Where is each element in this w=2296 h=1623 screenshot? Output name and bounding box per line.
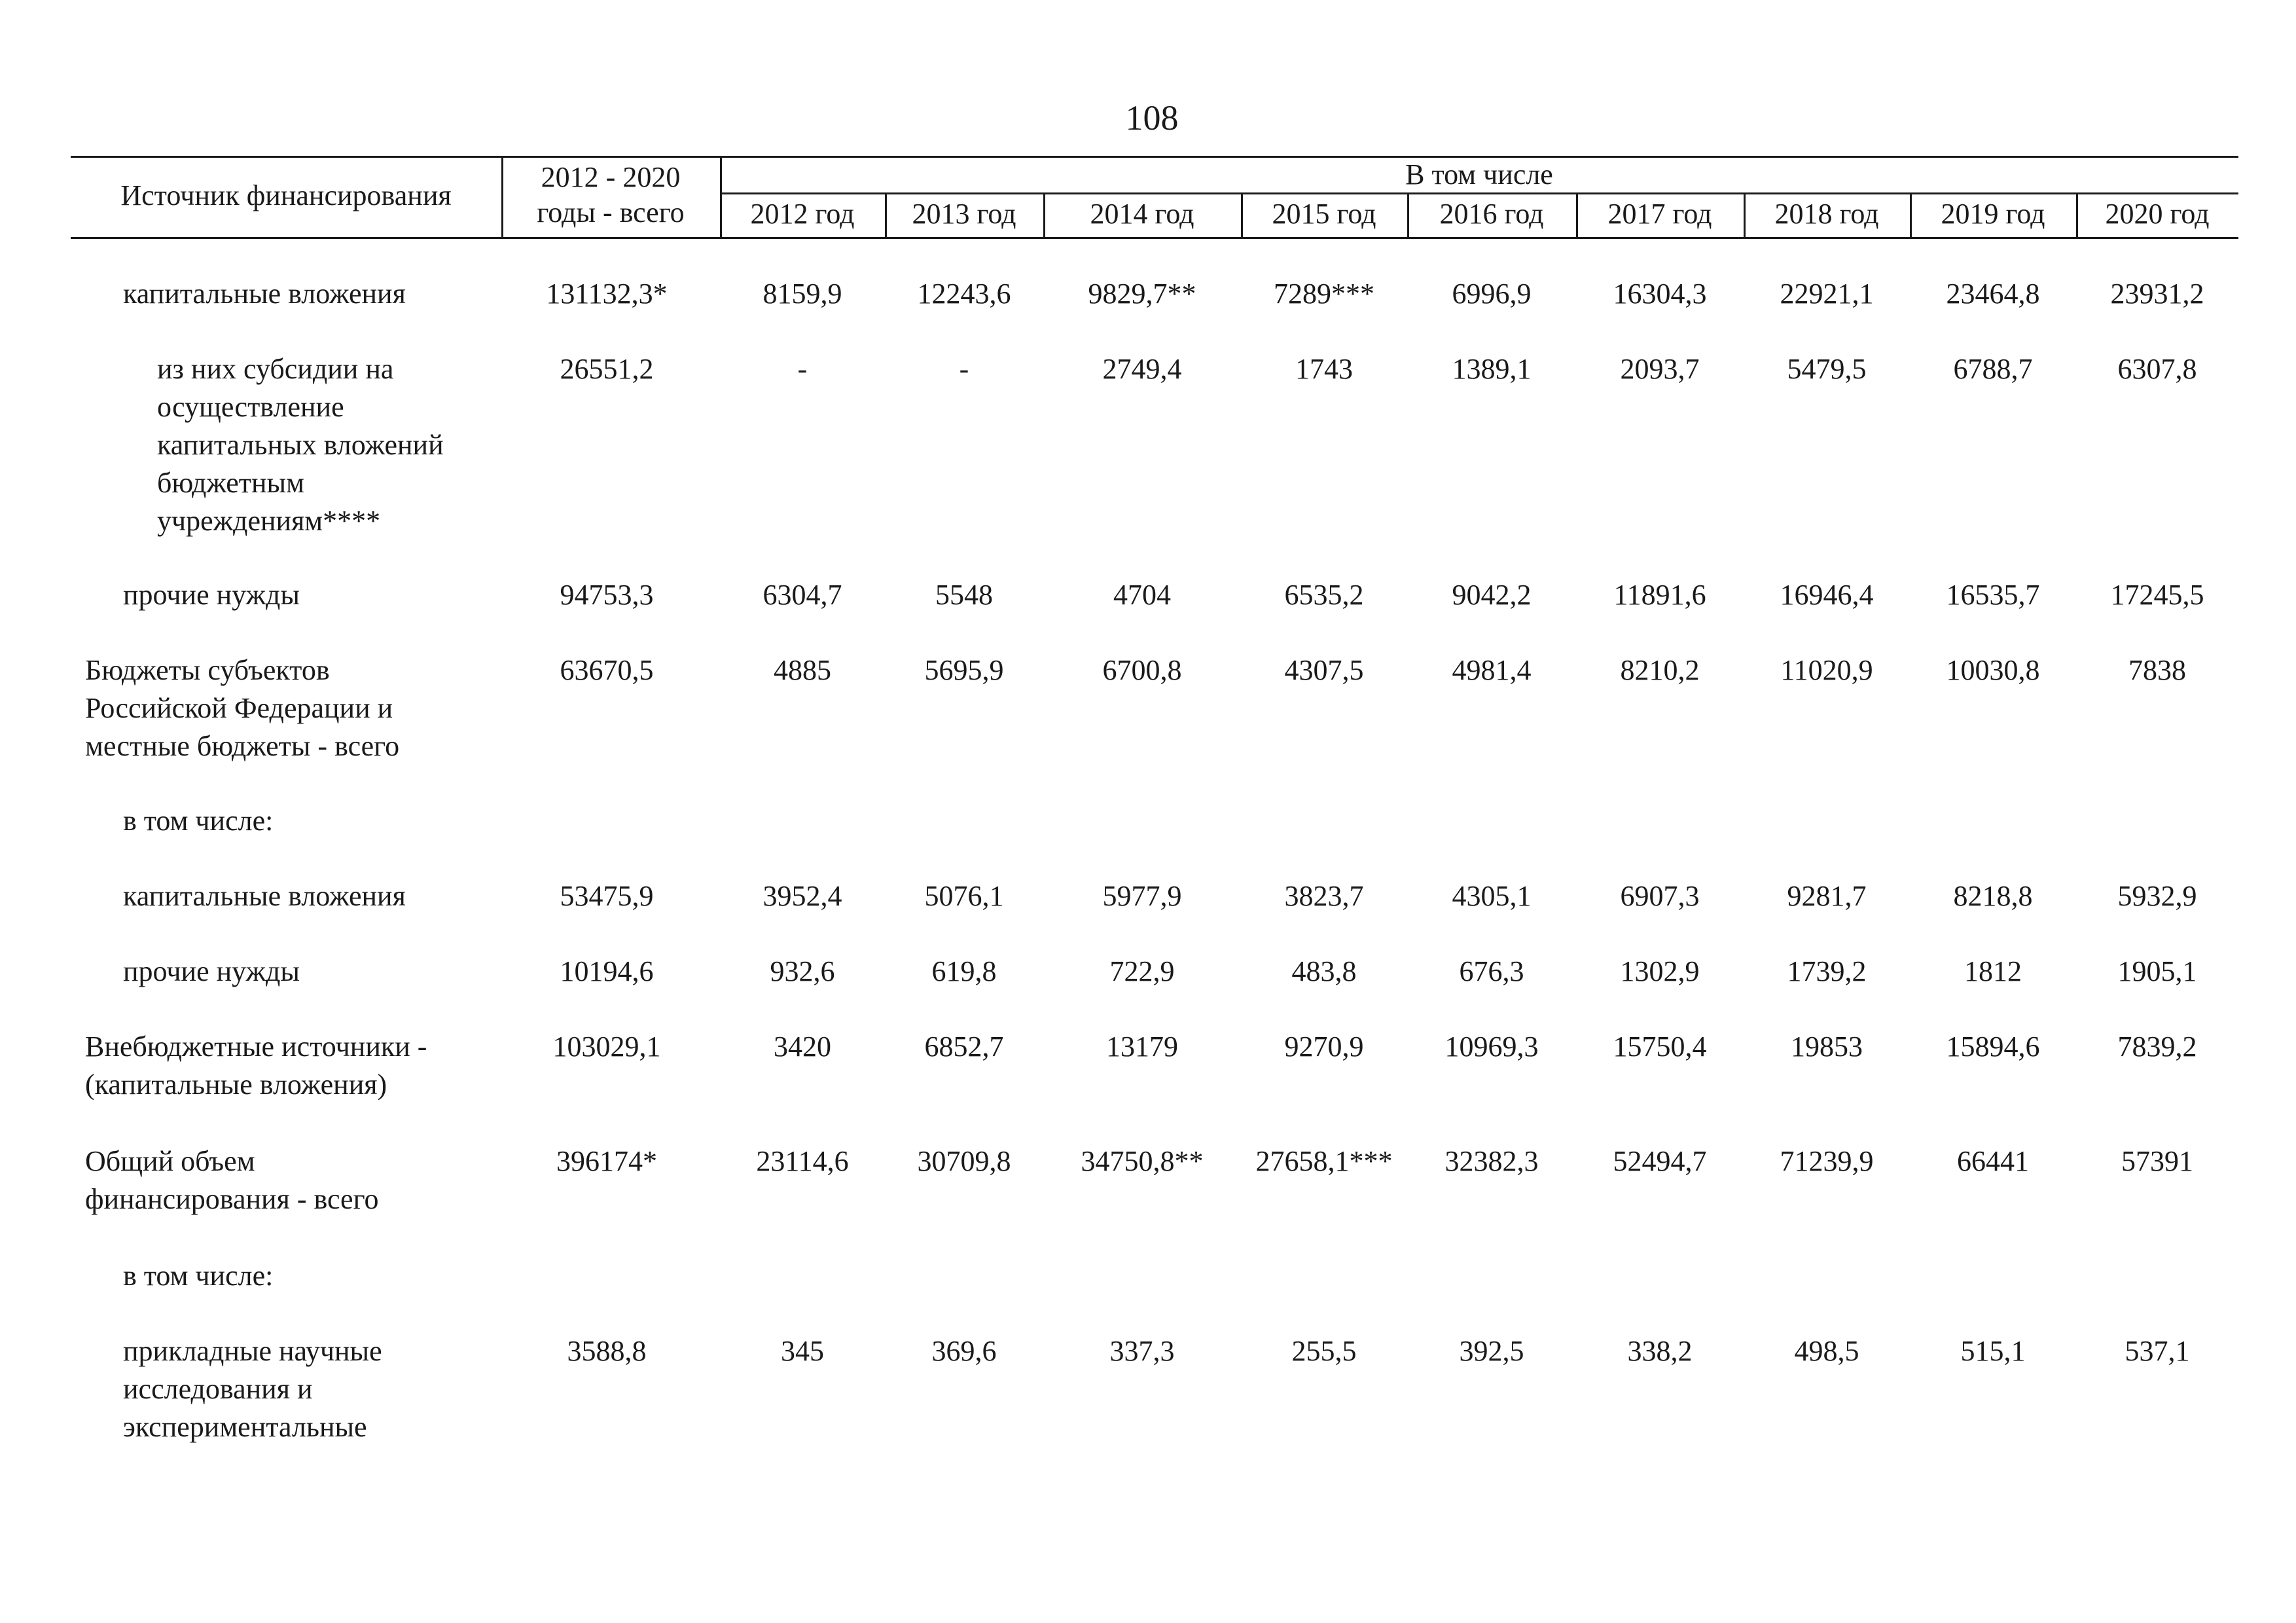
row-year-value: 1905,1 bbox=[2117, 955, 2197, 987]
row-year-value: 392,5 bbox=[1459, 1335, 1524, 1367]
row-year-value: 932,6 bbox=[770, 955, 835, 987]
row-year-value: 7839,2 bbox=[2117, 1030, 2197, 1063]
row-year-value: 22921,1 bbox=[1780, 278, 1874, 310]
row-year-value: 6304,7 bbox=[762, 579, 842, 611]
row-year-value: 9281,7 bbox=[1787, 880, 1867, 912]
row-year-value: 23464,8 bbox=[1946, 278, 2040, 310]
row-total-value: 103029,1 bbox=[552, 1030, 661, 1063]
row-label: прочие нужды bbox=[123, 955, 300, 987]
row-year-value: 5977,9 bbox=[1102, 880, 1182, 912]
row-year-value: 8210,2 bbox=[1620, 654, 1700, 686]
row-total-value: 396174* bbox=[556, 1145, 657, 1177]
row-year-value: 52494,7 bbox=[1613, 1145, 1707, 1177]
header-year: 2019 год bbox=[1941, 198, 2045, 230]
row-year-value: 23114,6 bbox=[756, 1145, 849, 1177]
header-year: 2020 год bbox=[2105, 198, 2210, 230]
row-year-value: 11891,6 bbox=[1613, 579, 1706, 611]
row-year-value: 255,5 bbox=[1291, 1335, 1357, 1367]
row-year-value: 7289*** bbox=[1274, 278, 1374, 310]
row-label: в том числе: bbox=[123, 1260, 274, 1292]
row-year-value: 9829,7** bbox=[1088, 278, 1196, 310]
row-year-value: 8218,8 bbox=[1953, 880, 2033, 912]
row-year-value: 2749,4 bbox=[1102, 353, 1182, 385]
row-year-value: 34750,8** bbox=[1081, 1145, 1204, 1177]
header-year: 2016 год bbox=[1439, 198, 1544, 230]
row-year-value: 2093,7 bbox=[1620, 353, 1700, 385]
row-year-value: 676,3 bbox=[1459, 955, 1524, 987]
row-year-value: 6996,9 bbox=[1452, 278, 1532, 310]
row-year-value: 345 bbox=[781, 1335, 824, 1367]
row-year-value: 4981,4 bbox=[1452, 654, 1532, 686]
row-total-value: 3588,8 bbox=[567, 1335, 647, 1367]
row-year-value: 6907,3 bbox=[1620, 880, 1700, 912]
row-year-value: 1389,1 bbox=[1452, 353, 1532, 385]
row-year-value: 6535,2 bbox=[1284, 579, 1364, 611]
row-year-value: 6700,8 bbox=[1102, 654, 1182, 686]
row-year-value: 9042,2 bbox=[1452, 579, 1532, 611]
row-year-value: 5076,1 bbox=[924, 880, 1004, 912]
row-year-value: 71239,9 bbox=[1780, 1145, 1874, 1177]
row-year-value: - bbox=[797, 353, 808, 385]
row-total-value: 26551,2 bbox=[560, 353, 654, 385]
row-year-value: 30709,8 bbox=[917, 1145, 1011, 1177]
row-year-value: 5548 bbox=[935, 579, 993, 611]
row-year-value: 16535,7 bbox=[1946, 579, 2040, 611]
row-year-value: 5479,5 bbox=[1787, 353, 1867, 385]
row-year-value: 66441 bbox=[1957, 1145, 2029, 1177]
row-year-value: 7838 bbox=[2128, 654, 2186, 686]
header-group-label: В том числе bbox=[1405, 158, 1553, 191]
header-year: 2015 год bbox=[1272, 198, 1376, 230]
row-year-value: 337,3 bbox=[1109, 1335, 1175, 1367]
row-year-value: 619,8 bbox=[931, 955, 997, 987]
row-label: в том числе: bbox=[123, 805, 274, 837]
row-label: прикладные научные исследования и экспериментальные bbox=[123, 1335, 382, 1443]
row-year-value: 16946,4 bbox=[1780, 579, 1874, 611]
header-year: 2012 год bbox=[750, 198, 855, 230]
row-year-value: 3420 bbox=[774, 1030, 831, 1063]
row-year-value: 6788,7 bbox=[1953, 353, 2033, 385]
row-total-value: 10194,6 bbox=[560, 955, 654, 987]
row-year-value: 23931,2 bbox=[2110, 278, 2204, 310]
row-total-value: 53475,9 bbox=[560, 880, 654, 912]
row-year-value: 3823,7 bbox=[1284, 880, 1364, 912]
row-year-value: 5932,9 bbox=[2117, 880, 2197, 912]
row-year-value: 498,5 bbox=[1794, 1335, 1859, 1367]
row-year-value: 369,6 bbox=[931, 1335, 997, 1367]
row-year-value: 1302,9 bbox=[1620, 955, 1700, 987]
row-year-value: 6852,7 bbox=[924, 1030, 1004, 1063]
row-year-value: 4704 bbox=[1113, 579, 1171, 611]
row-year-value: 32382,3 bbox=[1444, 1145, 1539, 1177]
header-total-label: 2012 - 2020 годы - всего bbox=[537, 161, 685, 228]
row-year-value: 9270,9 bbox=[1284, 1030, 1364, 1063]
row-year-value: 10030,8 bbox=[1946, 654, 2040, 686]
row-year-value: 57391 bbox=[2121, 1145, 2193, 1177]
row-year-value: 15750,4 bbox=[1613, 1030, 1707, 1063]
row-year-value: 1739,2 bbox=[1787, 955, 1867, 987]
row-year-value: 338,2 bbox=[1627, 1335, 1693, 1367]
row-year-value: 5695,9 bbox=[924, 654, 1004, 686]
header-year: 2017 год bbox=[1607, 198, 1712, 230]
row-year-value: 11020,9 bbox=[1780, 654, 1873, 686]
row-label: прочие нужды bbox=[123, 579, 300, 611]
row-year-value: 4305,1 bbox=[1452, 880, 1532, 912]
row-year-value: - bbox=[959, 353, 969, 385]
page-number: 108 bbox=[1125, 98, 1179, 137]
row-label: из них субсидии на осуществление капитальных вложений бюджетным учреждениям**** bbox=[157, 353, 444, 537]
row-year-value: 15894,6 bbox=[1946, 1030, 2040, 1063]
row-year-value: 1743 bbox=[1295, 353, 1353, 385]
row-year-value: 722,9 bbox=[1109, 955, 1175, 987]
row-year-value: 6307,8 bbox=[2117, 353, 2197, 385]
header-source-label: Источник финансирования bbox=[120, 179, 452, 211]
row-year-value: 515,1 bbox=[1960, 1335, 2026, 1367]
row-label: Бюджеты субъектов Российской Федерации и местные бюджеты - всего bbox=[85, 654, 400, 762]
row-label: Общий объем финансирования - всего bbox=[85, 1145, 379, 1215]
row-year-value: 4307,5 bbox=[1284, 654, 1364, 686]
row-year-value: 12243,6 bbox=[917, 278, 1011, 310]
row-label: капитальные вложения bbox=[123, 278, 406, 310]
row-label: капитальные вложения bbox=[123, 880, 406, 912]
row-year-value: 27658,1*** bbox=[1255, 1145, 1393, 1177]
row-year-value: 8159,9 bbox=[762, 278, 842, 310]
row-year-value: 483,8 bbox=[1291, 955, 1357, 987]
row-year-value: 19853 bbox=[1791, 1030, 1863, 1063]
row-year-value: 16304,3 bbox=[1613, 278, 1707, 310]
row-year-value: 4885 bbox=[774, 654, 831, 686]
row-total-value: 94753,3 bbox=[560, 579, 654, 611]
header-year: 2013 год bbox=[912, 198, 1016, 230]
row-year-value: 537,1 bbox=[2125, 1335, 2190, 1367]
row-year-value: 3952,4 bbox=[762, 880, 842, 912]
row-label: Внебюджетные источники - (капитальные вложения) bbox=[85, 1030, 427, 1101]
row-year-value: 13179 bbox=[1106, 1030, 1178, 1063]
row-year-value: 10969,3 bbox=[1444, 1030, 1539, 1063]
row-year-value: 1812 bbox=[1964, 955, 2022, 987]
row-year-value: 17245,5 bbox=[2110, 579, 2204, 611]
row-total-value: 63670,5 bbox=[560, 654, 654, 686]
header-year: 2014 год bbox=[1090, 198, 1194, 230]
row-total-value: 131132,3* bbox=[546, 278, 668, 310]
header-year: 2018 год bbox=[1774, 198, 1879, 230]
